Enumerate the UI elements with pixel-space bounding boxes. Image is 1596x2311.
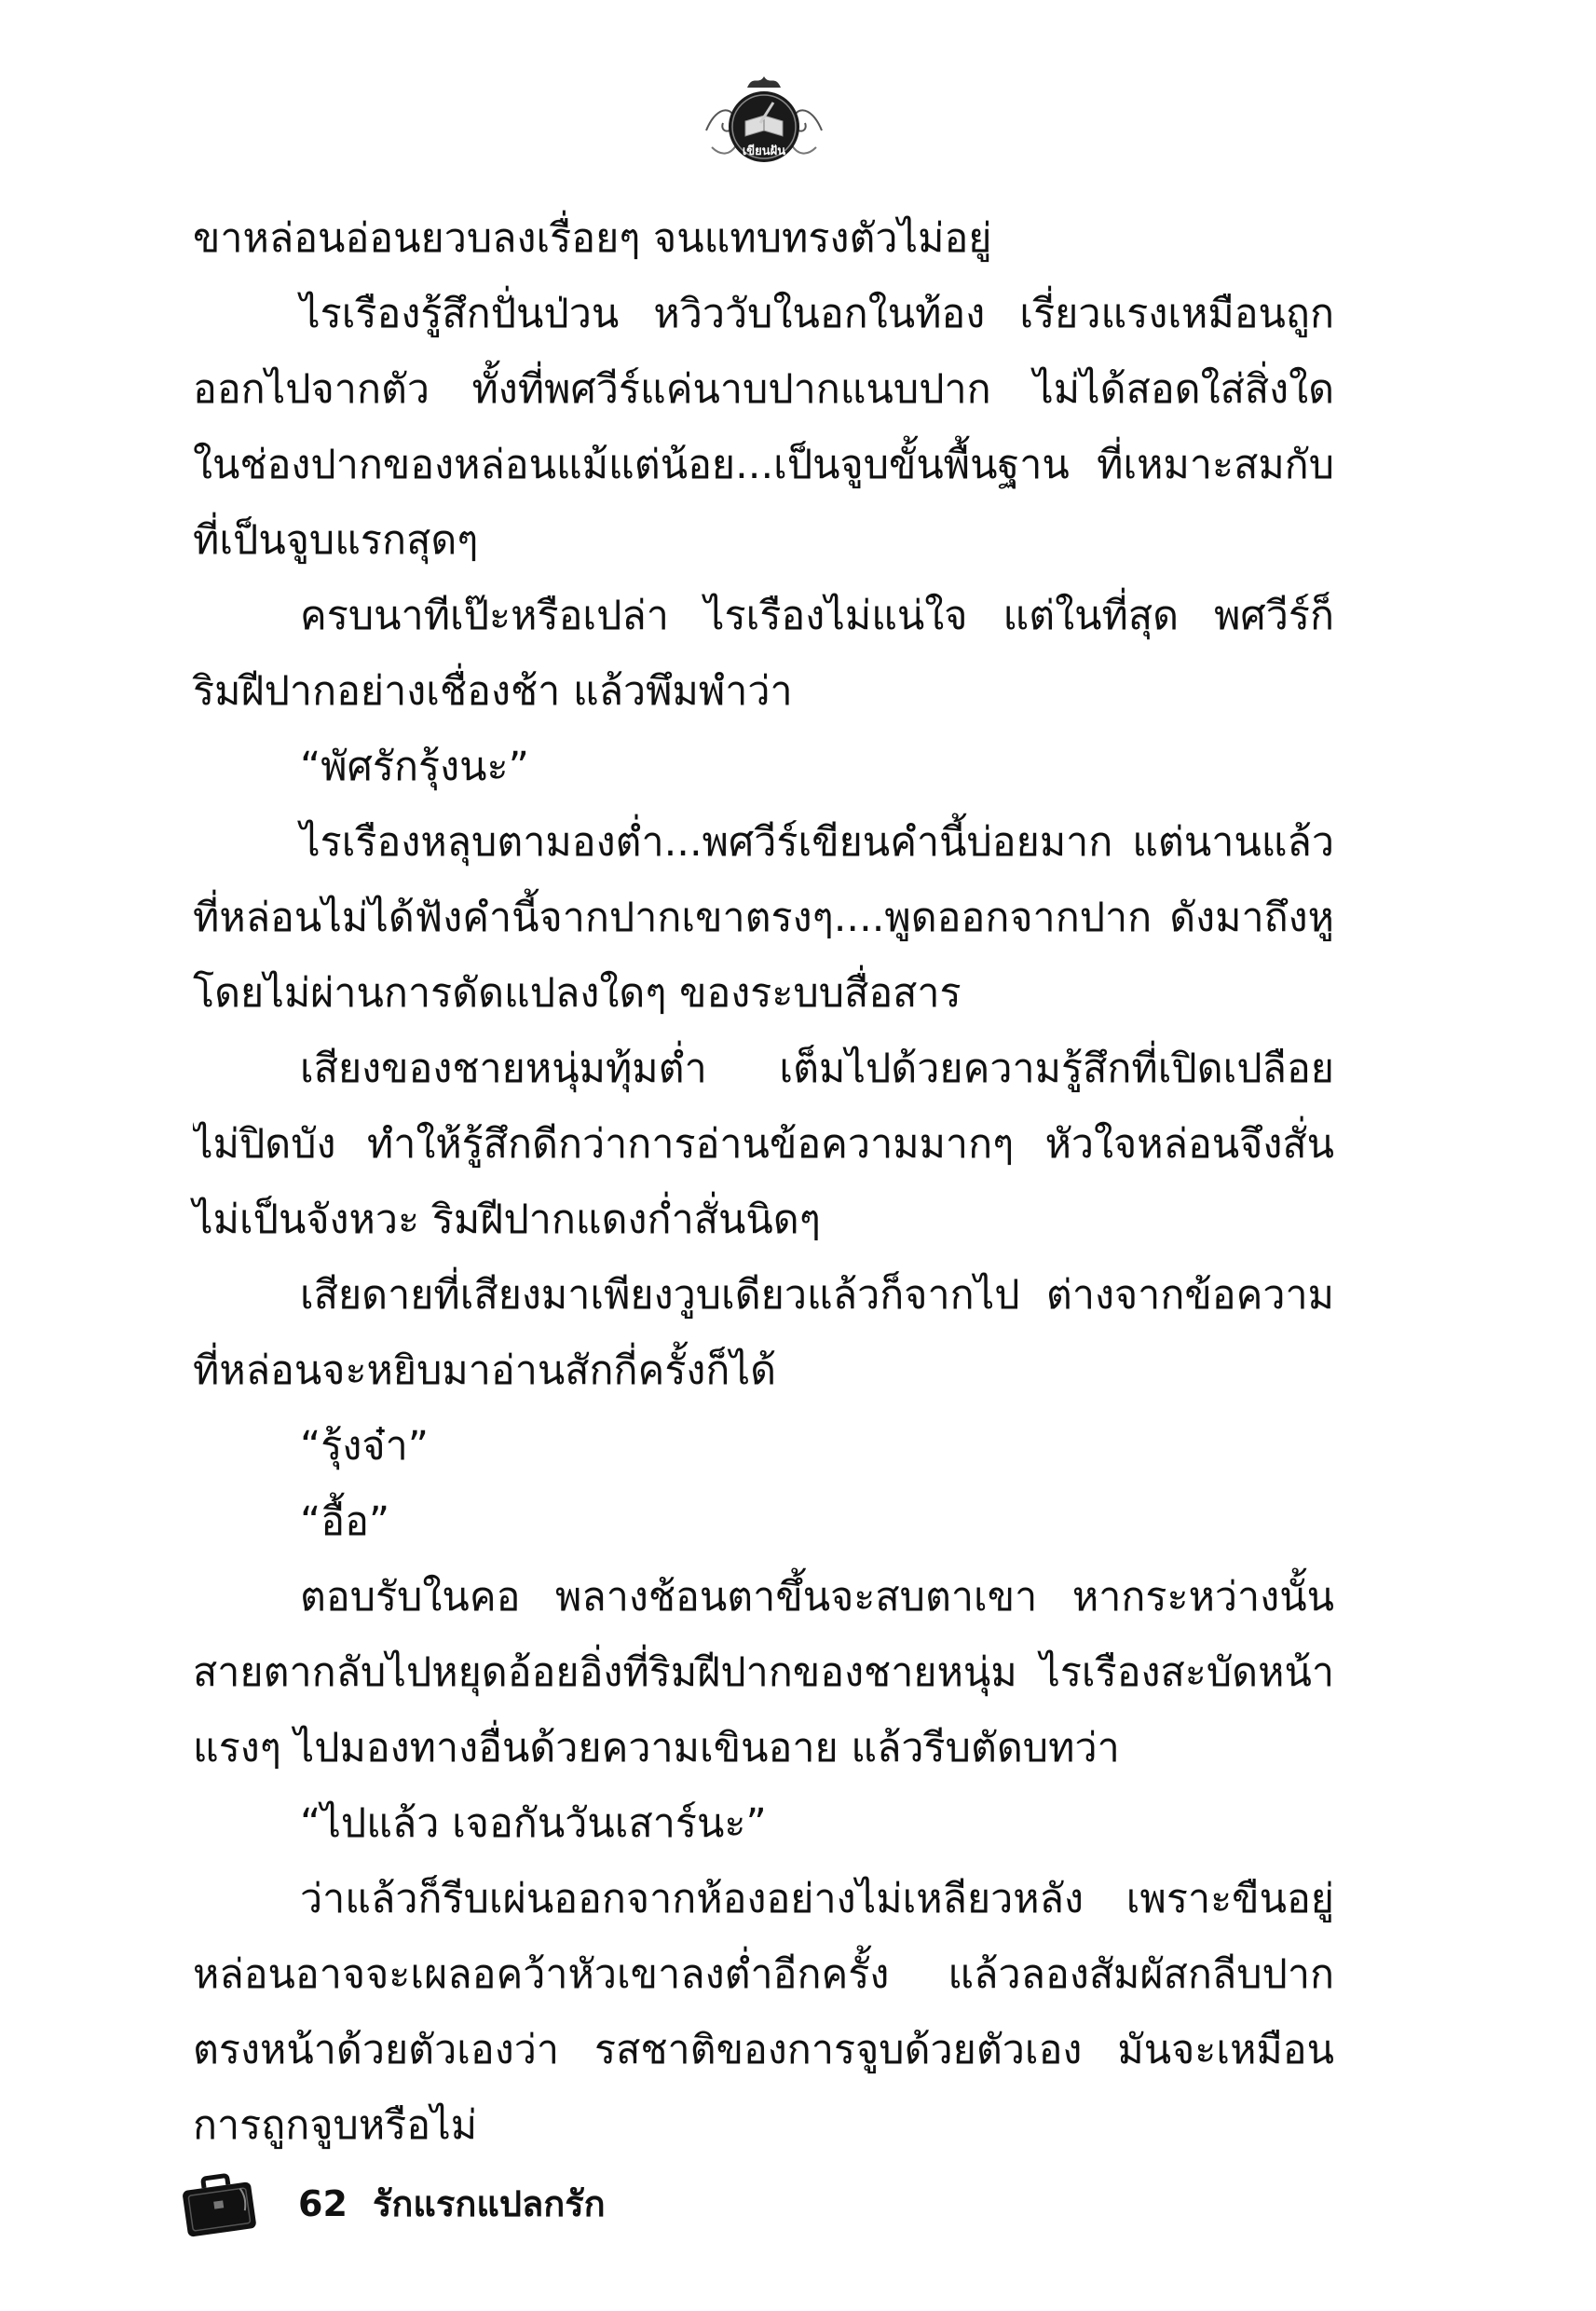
text-line: ตรงหน้าด้วยตัวเองว่า รสชาติของการจูบด้วยตัวเอง มันจะเหมือน	[193, 2027, 1334, 2073]
ornamental-publisher-logo-icon	[699, 65, 829, 177]
body-text	[193, 201, 1334, 2164]
text-line: ครบนาทีเป๊ะหรือเปล่า ไรเรืองไม่แน่ใจ แต่ในที่สุด พศวีร์ก็	[300, 593, 1334, 639]
publisher-logo	[699, 65, 829, 177]
page-footer	[177, 2171, 829, 2246]
text-line: ในช่องปากของหล่อนแม้แต่น้อย...เป็นจูบขั้นพื้นฐาน ที่เหมาะสมกับ	[193, 442, 1334, 488]
briefcase-icon	[177, 2173, 261, 2240]
text-line: ริมฝีปากอย่างเชื่องช้า แล้วพึมพำว่า	[193, 668, 793, 715]
text-line: เสียดายที่เสียงมาเพียงวูบเดียวแล้วก็จากไป ต่างจากข้อความ	[300, 1272, 1334, 1319]
text-line: โดยไม่ผ่านการดัดแปลงใดๆ ของระบบสื่อสาร	[193, 970, 962, 1017]
dialogue-line: “ไปแล้ว เจอกันวันเสาร์นะ”	[300, 1800, 767, 1847]
text-line: สายตากลับไปหยุดอ้อยอิ่งที่ริมฝีปากของชายหนุ่ม ไรเรืองสะบัดหน้า	[193, 1649, 1334, 1696]
text-line: ออกไปจากตัว ทั้งที่พศวีร์แค่นาบปากแนบปาก ไม่ได้สอดใส่สิ่งใด	[193, 366, 1334, 413]
text-line: ไรเรืองรู้สึกปั่นป่วน หวิววับในอกในท้อง เรี่ยวแรงเหมือนถูก	[300, 291, 1334, 337]
text-line: ไม่ปิดบัง ทำให้รู้สึกดีกว่าการอ่านข้อความมากๆ หัวใจหล่อนจึงสั่น	[193, 1121, 1334, 1168]
logo-text: เขียนฝัน	[742, 144, 786, 158]
text-line: ว่าแล้วก็รีบเผ่นออกจากห้องอย่างไม่เหลียวหลัง เพราะขืนอยู่	[300, 1876, 1334, 1922]
text-line: ที่หล่อนไม่ได้ฟังคำนี้จากปากเขาตรงๆ....พูดออกจากปาก ดังมาถึงหู	[193, 895, 1334, 941]
text-line: เสียงของชายหนุ่มทุ้มต่ำ เต็มไปด้วยความรู้สึกที่เปิดเปลือย	[300, 1046, 1334, 1092]
dialogue-line: “อื้อ”	[300, 1498, 390, 1545]
text-line: แรงๆ ไปมองทางอื่นด้วยความเขินอาย แล้วรีบตัดบทว่า	[193, 1725, 1120, 1771]
book-title: รักแรกแปลกรัก	[373, 2183, 606, 2224]
text-line: ขาหล่อนอ่อนยวบลงเรื่อยๆ จนแทบทรงตัวไม่อยู่	[193, 215, 992, 262]
text-line: ที่หล่อนจะหยิบมาอ่านสักกี่ครั้งก็ได้	[193, 1347, 776, 1394]
text-line: การถูกจูบหรือไม่	[193, 2102, 478, 2149]
page-number: 62	[298, 2183, 348, 2224]
text-line: ที่เป็นจูบแรกสุดๆ	[193, 517, 479, 564]
text-line: หล่อนอาจจะเผลอคว้าหัวเขาลงต่ำอีกครั้ง แล้วลองสัมผัสกลีบปาก	[193, 1951, 1334, 1998]
text-line: ไรเรืองหลุบตามองต่ำ...พศวีร์เขียนคำนี้บ่อยมาก แต่นานแล้ว	[300, 819, 1334, 866]
text-line: ไม่เป็นจังหวะ ริมฝีปากแดงก่ำสั่นนิดๆ	[193, 1197, 821, 1243]
dialogue-line: “พัศรักรุ้งนะ”	[300, 744, 529, 790]
text-line: ตอบรับในคอ พลางช้อนตาขึ้นจะสบตาเขา หากระหว่างนั้น	[300, 1574, 1334, 1620]
dialogue-line: “รุ้งจ๋า”	[300, 1423, 429, 1470]
